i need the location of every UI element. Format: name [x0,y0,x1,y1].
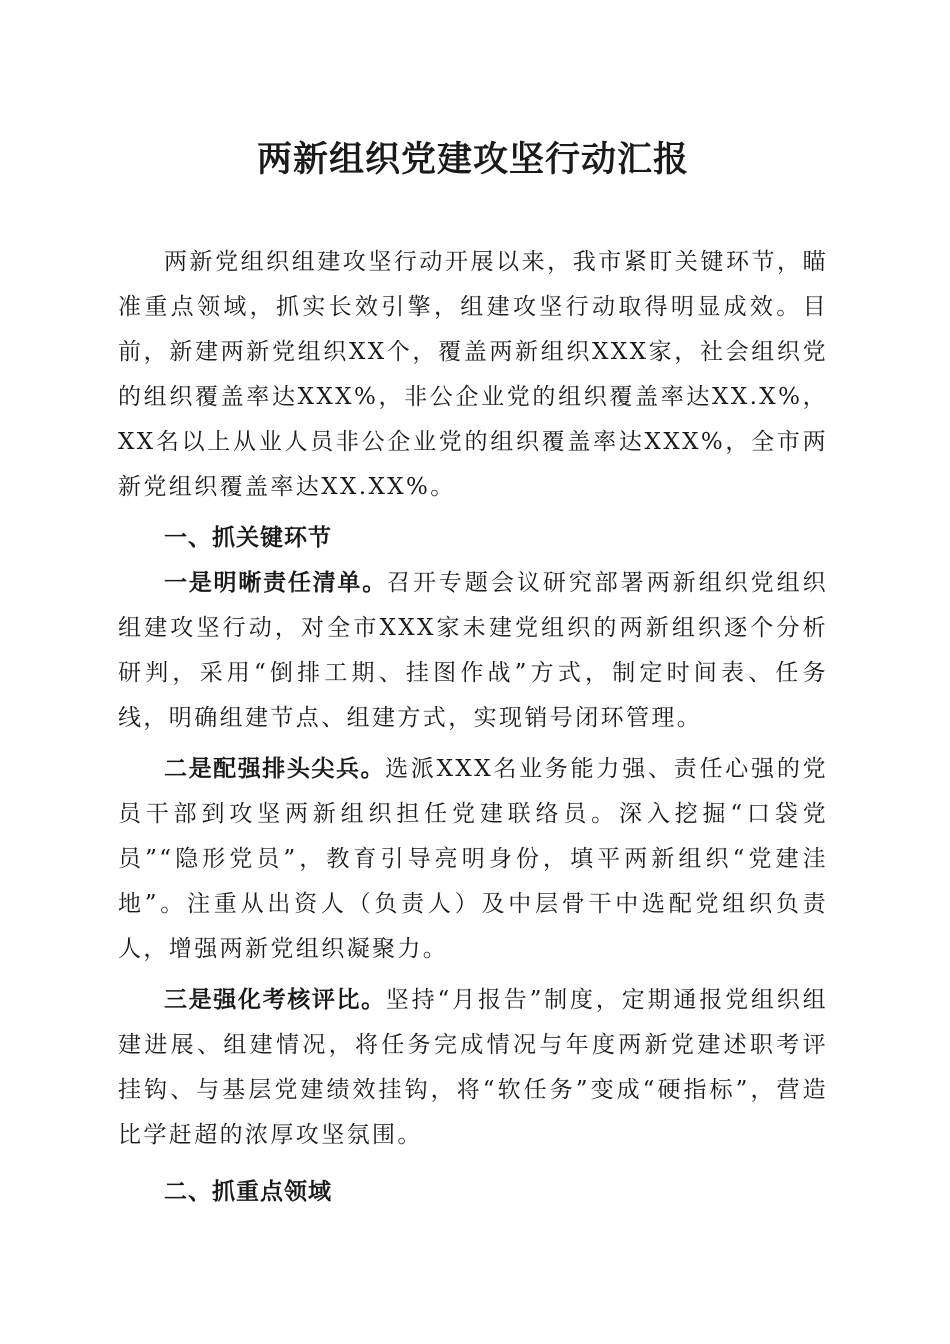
intro-paragraph: 两新党组织组建攻坚行动开展以来，我市紧盯关键环节，瞄准重点领域，抓实长效引擎，组建攻坚行动取得明显成效。目前，新建两新党组织XX个，覆盖两新组织XXX家，社会组织党的组织覆盖率达XXX%，非公企业党的组织覆盖率达XX.X%，XX名以上从业人员非公企业党的组织覆盖率达XXX%，全市两新党组织覆盖率达XX.XX%。 [118,249,828,500]
section-1-heading: 一、抓关键环节 [164,525,332,551]
section-1-item-1 [118,561,828,741]
section-1-item-2 [118,747,828,972]
section-2-heading: 二、抓重点领域 [164,1179,332,1205]
item-3-lead: 三是强化考核评比。 [164,987,386,1013]
item-1-lead: 一是明晰责任清单。 [164,570,387,596]
item-2-lead: 二是配强排头尖兵。 [164,756,386,782]
item-1-text: 召开专题会议研究部署两新组织党组织组建攻坚行动，对全市XXX家未建党组织的两新组织逐个分析研判，采用“倒排工期、挂图作战”方式，制定时间表、任务线，明确组建节点、组建方式，实现销号闭环管理。 [118,570,828,731]
document-page [118,128,828,1215]
item-2-text: 选派XXX名业务能力强、责任心强的党员干部到攻坚两新组织担任党建联络员。深入挖掘“口袋党员”“隐形党员”，教育引导亮明身份，填平两新组织“党建洼地”。注重从出资人（负责人）及中层骨干中选配党组织负责人，增强两新党组织凝聚力。 [118,756,828,962]
item-3-text: 坚持“月报告”制度，定期通报党组织组建进展、组建情况，将任务完成情况与年度两新党建述职考评挂钩、与基层党建绩效挂钩，将“软任务”变成“硬指标”，营造比学赶超的浓厚攻坚氛围。 [118,987,828,1148]
document-title: 两新组织党建攻坚行动汇报 [256,139,689,180]
section-1-item-3 [118,978,828,1158]
